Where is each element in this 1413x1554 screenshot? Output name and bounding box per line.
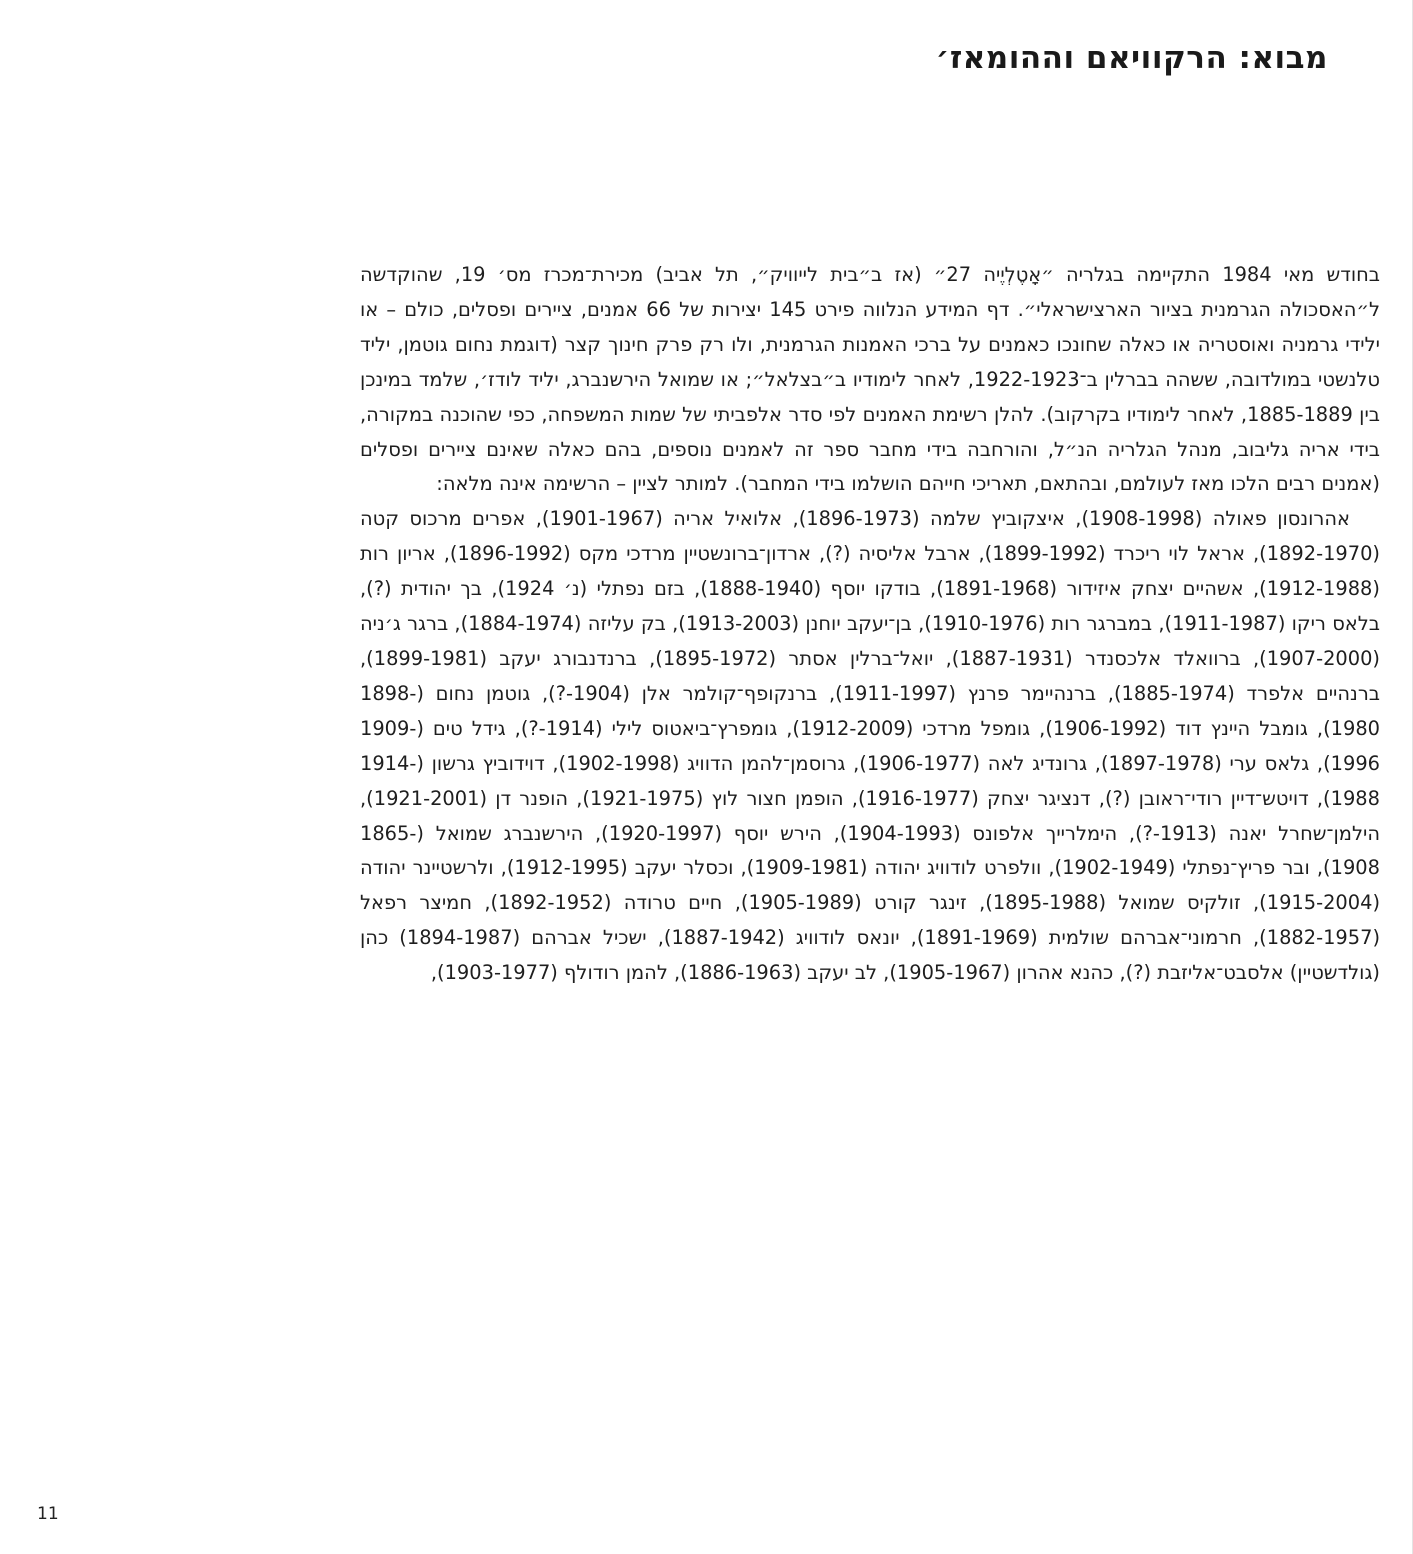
body-text — [360, 258, 1380, 991]
page-title: מבוא: הרקוויאם וההומאז׳ — [935, 40, 1328, 76]
artists-list-paragraph: אהרונסון פאולה (1908-1998), איצקוביץ שלמה (1896-1973), אלואיל אריה (1901-1967), אפרים מרכוס קטה (1892-1970), אראל לוי ריכרד (1899-1992), ארבל אליסיה (?), ארדון־ברונשטיין מרדכי מקס (1896-1992), אריון רות (1912-1988), אשהיים יצחק איזידור (1891-1968), בודקו יוסף (1888-1940), בזם נפתלי (נ׳ 1924), בך יהודית (?), בלאס ריקו (1911-1987), במברגר רות (1910-1976), בן־יעקב יוחנן (1913-2003), בק עליזה (1884-1974), ברגר ג׳ניה (1907-2000), ברוואלד אלכסנדר (1887-1931), יואל־ברלין אסתר (1895-1972), ברנדנבורג יעקב (1899-1981), ברנהיים אלפרד (1885-1974), ברנהיימר פרנץ (1911-1997), ברנקופף־קולמר אלן (1904-?), גוטמן נחום (1898-1980), גומבל היינץ דוד (1906-1992), גומפל מרדכי (1912-2009), גומפרץ־ביאטוס לילי (1914-?), גידל טים (1909-1996), גלאס ערי (1897-1978), גרונדיג לאה (1906-1977), גרוסמן־להמן הדוויג (1902-1998), דוידוביץ גרשון (1914-1988), דויטש־דיין רודי־ראובן (?), דנציגר יצחק (1916-1977), הופמן חצור לוץ (1921-1975), הופנר דן (1921-2001), הילמן־שחרל יאנה (1913-?), הימלרייך אלפונס (1904-1993), הירש יוסף (1920-1997), הירשנברג שמואל (1865-1908), ובר פריץ־נפתלי (1902-1949), וולפרט לודוויג יהודה (1909-1981), וכסלר יעקב (1912-1995), ולרשטיינר יהודה (1915-2004), זולקיס שמואל (1895-1988), זינגר קורט (1905-1989), חיים טרודה (1892-1952), חמיצר רפאל (1882-1957), חרמוני־אברהם שולמית (1891-1969), יונאס לודוויג (1887-1942), ישכיל אברהם (1894-1987) כהן (גולדשטיין) אלסבט־אליזבת (?), כהנא אהרון (1905-1967), לב יעקב (1886-1963), להמן רודולף (1903-1977), — [360, 507, 1381, 985]
intro-paragraph: בחודש מאי 1984 התקיימה בגלריה ״אָטֶלְיֶיה 27״ (אז ב״בית לייוויק״, תל אביב) מכירת־מכרז מס׳ 19, שהוקדשה ל״האסכולה הגרמנית בציור הארצישראלי״. דף המידע הנלווה פירט 145 יצירות של 66 אמנים, ציירים ופסלים, כולם – או ילידי גרמניה ואוסטריה או כאלה שחונכו כאמנים על ברכי האמנות הגרמנית, ולו רק פרק חינוך קצר (דוגמת נחום גוטמן, יליד טלנשטי במולדובה, ששהה בברלין ב־1922-1923, לאחר לימודיו ב״בצלאל״; או שמואל הירשנברג, יליד לודז׳, שלמד במינכן בין 1885-1889, לאחר לימודיו בקרקוב). להלן רשימת האמנים לפי סדר אלפביתי של שמות המשפחה, כפי שהוכנה במקורה, בידי אריה גליבוב, מנהל הגלריה הנ״ל, והורחבה בידי מחבר ספר זה לאמנים נוספים, בהם כאלה שאינם ציירים ופסלים (אמנים רבים הלכו מאז לעולמם, ובהתאם, תאריכי חייהם הושלמו בידי המחבר). למותר לציין – הרשימה אינה מלאה: — [360, 263, 1381, 496]
page-number: 11 — [37, 1504, 59, 1524]
